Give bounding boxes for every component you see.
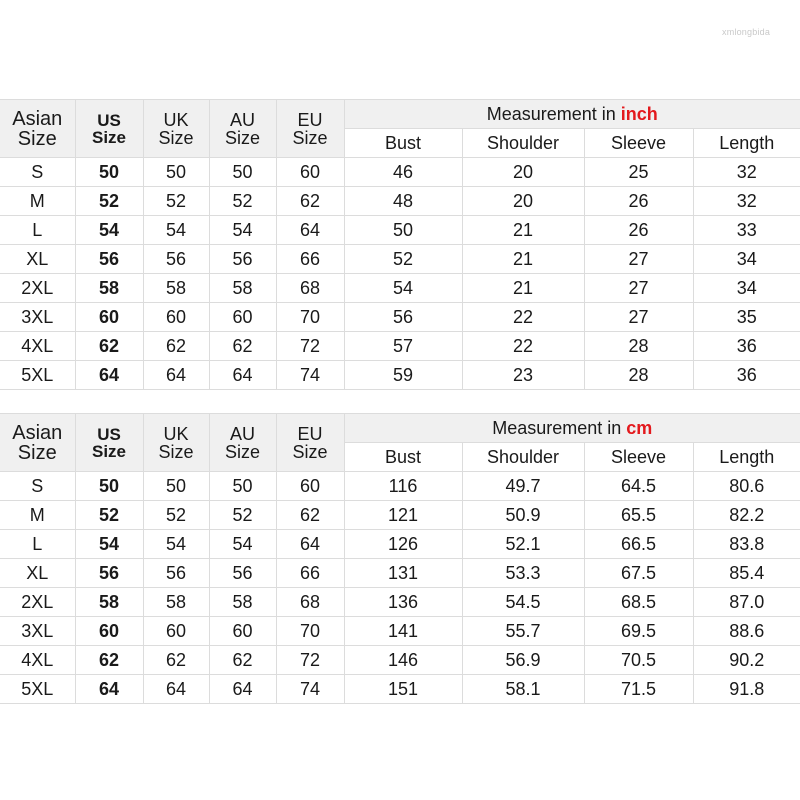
cell-au-size: 56 <box>209 559 276 588</box>
cell-uk-size: 52 <box>143 501 209 530</box>
cell-us-size: 60 <box>75 303 143 332</box>
cell-shoulder: 55.7 <box>462 617 584 646</box>
cell-au-size: 62 <box>209 646 276 675</box>
cell-bust: 52 <box>344 245 462 274</box>
cell-bust: 57 <box>344 332 462 361</box>
cell-asian-size: 3XL <box>0 617 75 646</box>
cell-sleeve: 64.5 <box>584 472 693 501</box>
cell-eu-size: 74 <box>276 675 344 704</box>
cell-sleeve: 67.5 <box>584 559 693 588</box>
cell-eu-size: 66 <box>276 559 344 588</box>
cell-length: 35 <box>693 303 800 332</box>
col-header-sleeve: Sleeve <box>584 129 693 158</box>
cell-asian-size: 4XL <box>0 332 75 361</box>
cell-us-size: 56 <box>75 559 143 588</box>
unit-label-inch: inch <box>620 104 658 124</box>
cell-sleeve: 70.5 <box>584 646 693 675</box>
cell-asian-size: 3XL <box>0 303 75 332</box>
cell-uk-size: 50 <box>143 158 209 187</box>
cell-us-size: 50 <box>75 472 143 501</box>
cell-sleeve: 26 <box>584 216 693 245</box>
cell-sleeve: 69.5 <box>584 617 693 646</box>
cell-shoulder: 23 <box>462 361 584 390</box>
cell-shoulder: 21 <box>462 245 584 274</box>
cell-asian-size: M <box>0 187 75 216</box>
cell-uk-size: 64 <box>143 675 209 704</box>
cell-au-size: 56 <box>209 245 276 274</box>
header-us-size: US Size <box>75 414 143 472</box>
cell-au-size: 60 <box>209 617 276 646</box>
cell-bust: 50 <box>344 216 462 245</box>
col-header-shoulder: Shoulder <box>462 443 584 472</box>
cell-bust: 56 <box>344 303 462 332</box>
header-uk-size: UK Size <box>143 414 209 472</box>
cell-au-size: 52 <box>209 501 276 530</box>
cell-us-size: 62 <box>75 646 143 675</box>
cell-asian-size: S <box>0 158 75 187</box>
table-row <box>0 361 800 390</box>
cell-length: 85.4 <box>693 559 800 588</box>
cell-au-size: 62 <box>209 332 276 361</box>
col-header-length: Length <box>693 443 800 472</box>
cell-shoulder: 50.9 <box>462 501 584 530</box>
cell-shoulder: 20 <box>462 158 584 187</box>
cell-bust: 136 <box>344 588 462 617</box>
cell-sleeve: 28 <box>584 332 693 361</box>
cell-au-size: 50 <box>209 158 276 187</box>
cell-au-size: 54 <box>209 216 276 245</box>
cell-length: 88.6 <box>693 617 800 646</box>
table-row <box>0 245 800 274</box>
measurement-header-cm: Measurement in cm <box>344 414 800 443</box>
cell-sleeve: 66.5 <box>584 530 693 559</box>
cell-sleeve: 27 <box>584 245 693 274</box>
cell-length: 83.8 <box>693 530 800 559</box>
cell-eu-size: 66 <box>276 245 344 274</box>
cell-us-size: 64 <box>75 675 143 704</box>
cell-sleeve: 71.5 <box>584 675 693 704</box>
cell-shoulder: 54.5 <box>462 588 584 617</box>
cell-bust: 121 <box>344 501 462 530</box>
col-header-bust: Bust <box>344 129 462 158</box>
cell-asian-size: 2XL <box>0 274 75 303</box>
cell-length: 36 <box>693 361 800 390</box>
cell-bust: 141 <box>344 617 462 646</box>
cell-eu-size: 60 <box>276 472 344 501</box>
cell-au-size: 52 <box>209 187 276 216</box>
size-chart-table-cm <box>0 413 800 704</box>
header-eu-size: EU Size <box>276 414 344 472</box>
cell-au-size: 64 <box>209 675 276 704</box>
cell-eu-size: 64 <box>276 216 344 245</box>
cell-shoulder: 20 <box>462 187 584 216</box>
cell-au-size: 50 <box>209 472 276 501</box>
table-row <box>0 274 800 303</box>
cell-length: 36 <box>693 332 800 361</box>
cell-length: 90.2 <box>693 646 800 675</box>
table-row <box>0 617 800 646</box>
cell-eu-size: 60 <box>276 158 344 187</box>
table-row <box>0 332 800 361</box>
cell-eu-size: 64 <box>276 530 344 559</box>
cell-us-size: 58 <box>75 274 143 303</box>
unit-label-cm: cm <box>626 418 653 438</box>
cell-shoulder: 49.7 <box>462 472 584 501</box>
cell-asian-size: 5XL <box>0 675 75 704</box>
cell-us-size: 58 <box>75 588 143 617</box>
cell-length: 32 <box>693 187 800 216</box>
cell-sleeve: 65.5 <box>584 501 693 530</box>
cell-asian-size: S <box>0 472 75 501</box>
cell-uk-size: 54 <box>143 216 209 245</box>
cell-length: 34 <box>693 274 800 303</box>
cell-bust: 126 <box>344 530 462 559</box>
cell-us-size: 64 <box>75 361 143 390</box>
cell-us-size: 60 <box>75 617 143 646</box>
cell-asian-size: 5XL <box>0 361 75 390</box>
cell-asian-size: M <box>0 501 75 530</box>
cell-eu-size: 70 <box>276 303 344 332</box>
cell-us-size: 62 <box>75 332 143 361</box>
table-row <box>0 675 800 704</box>
cell-au-size: 64 <box>209 361 276 390</box>
cell-shoulder: 58.1 <box>462 675 584 704</box>
cell-au-size: 58 <box>209 274 276 303</box>
cell-eu-size: 72 <box>276 332 344 361</box>
cell-bust: 131 <box>344 559 462 588</box>
cell-uk-size: 56 <box>143 245 209 274</box>
cell-uk-size: 64 <box>143 361 209 390</box>
header-uk-size: UK Size <box>143 100 209 158</box>
cell-bust: 46 <box>344 158 462 187</box>
cell-shoulder: 56.9 <box>462 646 584 675</box>
cell-bust: 59 <box>344 361 462 390</box>
cell-shoulder: 53.3 <box>462 559 584 588</box>
cell-asian-size: XL <box>0 245 75 274</box>
cell-length: 91.8 <box>693 675 800 704</box>
header-us-size: US Size <box>75 100 143 158</box>
cell-eu-size: 68 <box>276 588 344 617</box>
cell-asian-size: XL <box>0 559 75 588</box>
header-eu-size: EU Size <box>276 100 344 158</box>
cell-sleeve: 27 <box>584 303 693 332</box>
cell-length: 80.6 <box>693 472 800 501</box>
cell-bust: 146 <box>344 646 462 675</box>
cell-sleeve: 28 <box>584 361 693 390</box>
cell-uk-size: 52 <box>143 187 209 216</box>
cell-shoulder: 21 <box>462 274 584 303</box>
table-row <box>0 158 800 187</box>
cell-length: 34 <box>693 245 800 274</box>
cell-bust: 54 <box>344 274 462 303</box>
cell-us-size: 52 <box>75 501 143 530</box>
cell-eu-size: 62 <box>276 501 344 530</box>
cell-sleeve: 68.5 <box>584 588 693 617</box>
cell-bust: 151 <box>344 675 462 704</box>
cell-uk-size: 60 <box>143 617 209 646</box>
col-header-length: Length <box>693 129 800 158</box>
table-row <box>0 303 800 332</box>
cell-length: 33 <box>693 216 800 245</box>
cell-bust: 116 <box>344 472 462 501</box>
cell-sleeve: 26 <box>584 187 693 216</box>
cell-uk-size: 62 <box>143 646 209 675</box>
cell-shoulder: 22 <box>462 332 584 361</box>
cell-uk-size: 50 <box>143 472 209 501</box>
cell-length: 87.0 <box>693 588 800 617</box>
cell-eu-size: 62 <box>276 187 344 216</box>
cell-au-size: 54 <box>209 530 276 559</box>
size-chart-table-inch <box>0 99 800 390</box>
cell-eu-size: 70 <box>276 617 344 646</box>
cell-shoulder: 22 <box>462 303 584 332</box>
table-row <box>0 187 800 216</box>
watermark: xmlongbida <box>722 27 771 37</box>
cell-eu-size: 74 <box>276 361 344 390</box>
cell-eu-size: 68 <box>276 274 344 303</box>
cell-shoulder: 52.1 <box>462 530 584 559</box>
table-row <box>0 646 800 675</box>
cell-us-size: 52 <box>75 187 143 216</box>
table-row <box>0 501 800 530</box>
cell-uk-size: 58 <box>143 274 209 303</box>
col-header-bust: Bust <box>344 443 462 472</box>
header-au-size: AU Size <box>209 414 276 472</box>
cell-length: 82.2 <box>693 501 800 530</box>
cell-uk-size: 58 <box>143 588 209 617</box>
cell-asian-size: L <box>0 530 75 559</box>
header-au-size: AU Size <box>209 100 276 158</box>
cell-length: 32 <box>693 158 800 187</box>
cell-au-size: 60 <box>209 303 276 332</box>
cell-us-size: 56 <box>75 245 143 274</box>
table-row <box>0 588 800 617</box>
cell-sleeve: 27 <box>584 274 693 303</box>
header-asian-size: Asian Size <box>0 414 75 472</box>
table-row <box>0 472 800 501</box>
table-row <box>0 530 800 559</box>
table-row <box>0 216 800 245</box>
cell-us-size: 54 <box>75 216 143 245</box>
cell-us-size: 54 <box>75 530 143 559</box>
cell-asian-size: 4XL <box>0 646 75 675</box>
cell-uk-size: 56 <box>143 559 209 588</box>
cell-uk-size: 62 <box>143 332 209 361</box>
cell-uk-size: 54 <box>143 530 209 559</box>
cell-sleeve: 25 <box>584 158 693 187</box>
cell-us-size: 50 <box>75 158 143 187</box>
cell-au-size: 58 <box>209 588 276 617</box>
col-header-sleeve: Sleeve <box>584 443 693 472</box>
table-row <box>0 559 800 588</box>
measurement-header-inch: Measurement in inch <box>344 100 800 129</box>
cell-uk-size: 60 <box>143 303 209 332</box>
header-asian-size: Asian Size <box>0 100 75 158</box>
col-header-shoulder: Shoulder <box>462 129 584 158</box>
cell-shoulder: 21 <box>462 216 584 245</box>
cell-bust: 48 <box>344 187 462 216</box>
cell-asian-size: L <box>0 216 75 245</box>
cell-asian-size: 2XL <box>0 588 75 617</box>
cell-eu-size: 72 <box>276 646 344 675</box>
